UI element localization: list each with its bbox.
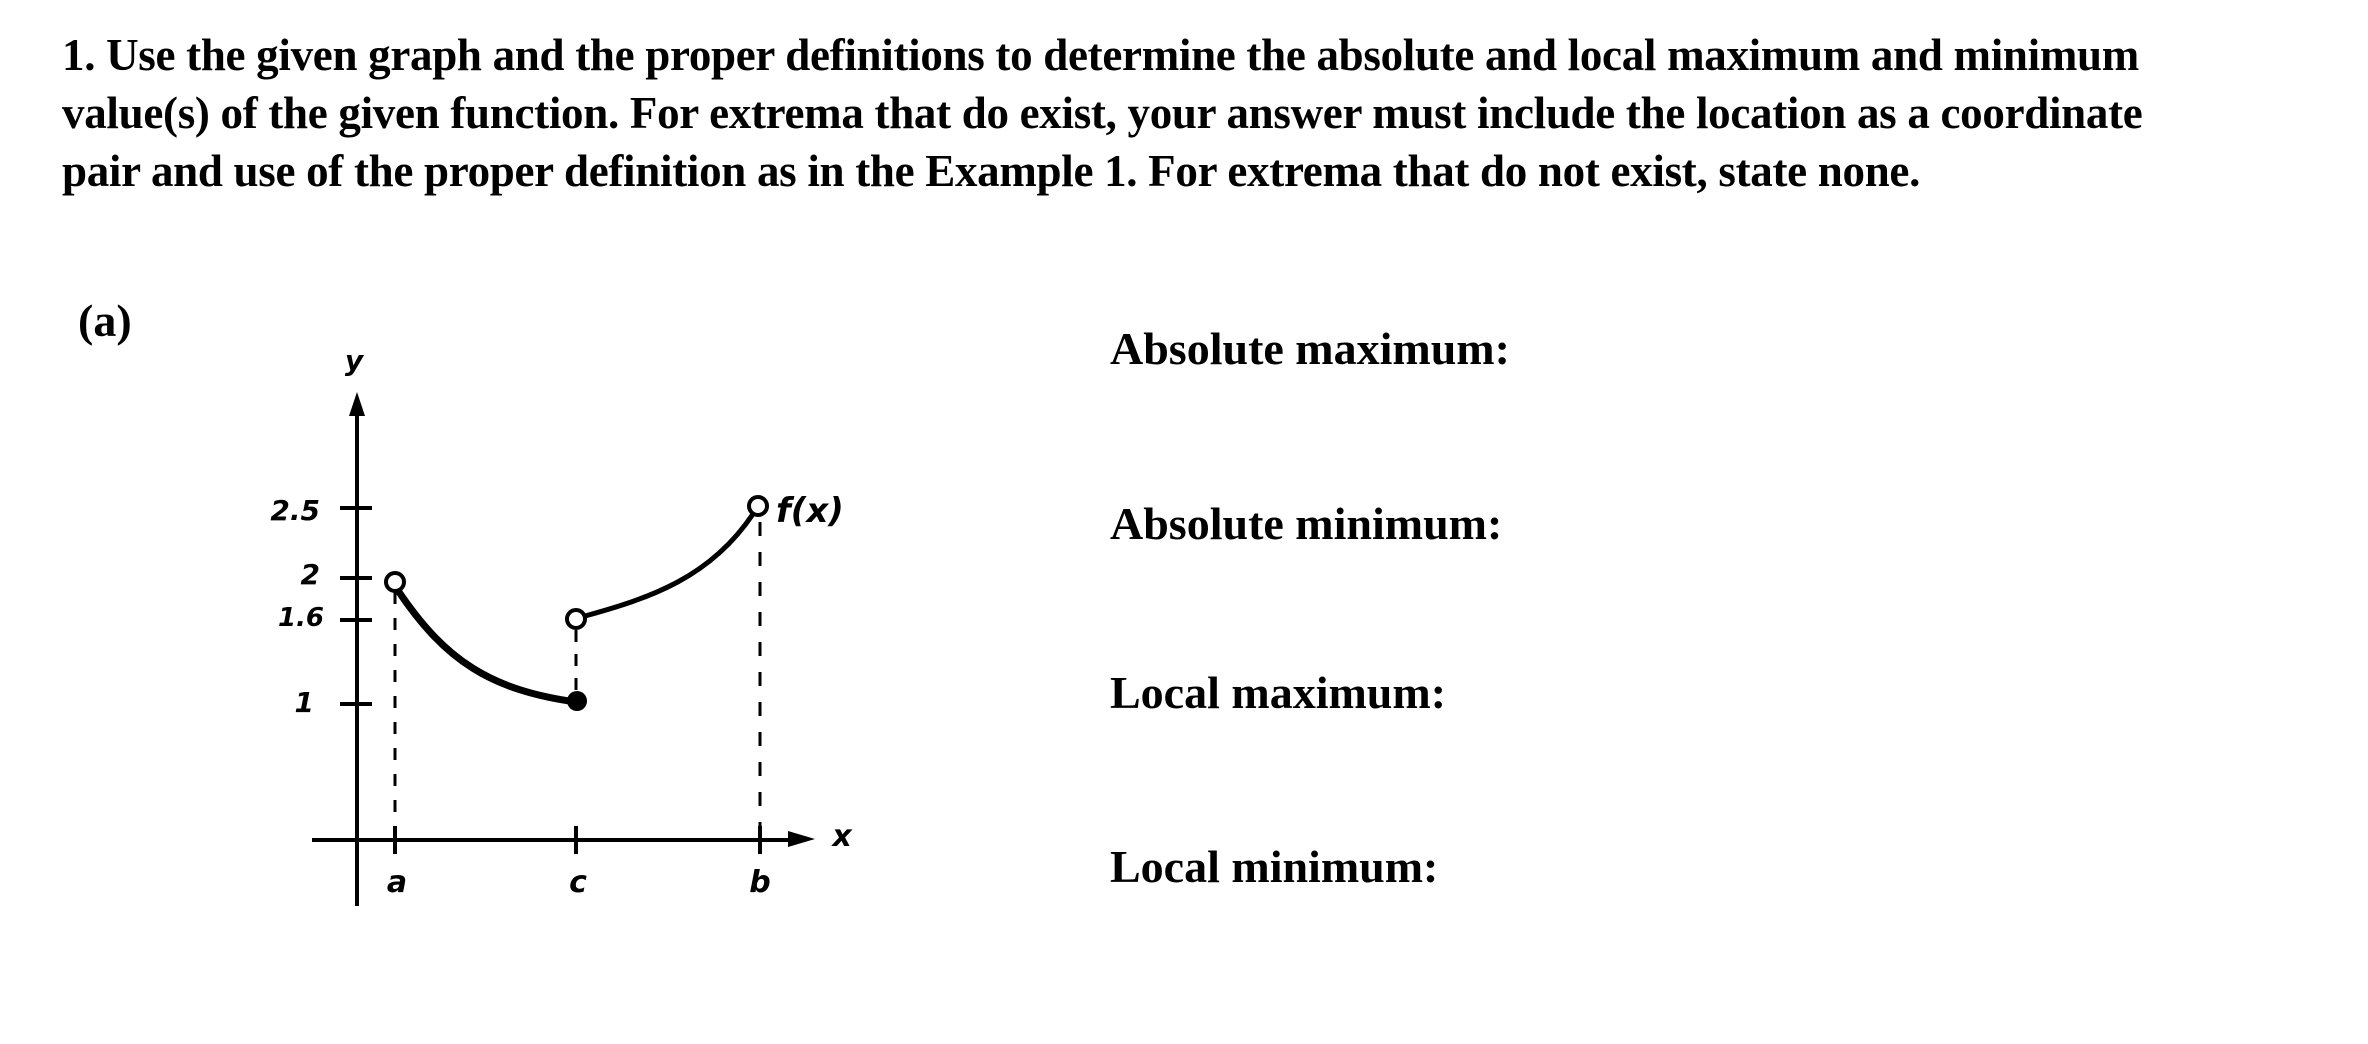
y-tick-label-2.5: 2.5 <box>270 494 320 527</box>
local-minimum-label: Local minimum: <box>1110 841 1439 892</box>
question-text <box>62 26 2352 200</box>
curve-segment-right <box>585 514 753 616</box>
y-axis-arrow <box>349 392 365 416</box>
y-tick-label-1.6: 1.6 <box>277 603 324 633</box>
open-point-a <box>386 573 404 591</box>
x-tick-label-c: c <box>569 865 587 900</box>
y-tick-label-1: 1 <box>294 686 314 719</box>
curve-segment-left <box>399 592 576 702</box>
question-line-2: value(s) of the given function. For extrema that do exist, your answer must include the location as a coordinate <box>62 88 2143 138</box>
x-axis-label: x <box>832 819 852 854</box>
local-maximum-label: Local maximum: <box>1110 667 1447 718</box>
part-a-label: (a) <box>78 295 132 346</box>
function-graph <box>240 330 880 920</box>
question-line-3: pair and use of the proper definition as in the Example 1. For extrema that do not exist, state none. <box>62 146 1921 196</box>
question-line-1: 1. Use the given graph and the proper definitions to determine the absolute and local maximum and minimum <box>62 30 2139 80</box>
absolute-minimum-label: Absolute minimum: <box>1110 498 1503 549</box>
function-label: f(x) <box>776 491 844 531</box>
open-point-c <box>567 610 585 628</box>
x-axis-arrow <box>788 831 815 847</box>
y-tick-label-2: 2 <box>300 558 320 591</box>
x-tick-label-b: b <box>749 865 771 900</box>
open-point-b <box>749 497 767 515</box>
x-tick-label-a: a <box>386 865 408 900</box>
absolute-maximum-label: Absolute maximum: <box>1110 323 1510 374</box>
closed-point-c <box>567 691 587 711</box>
y-axis-label: y <box>344 344 364 377</box>
